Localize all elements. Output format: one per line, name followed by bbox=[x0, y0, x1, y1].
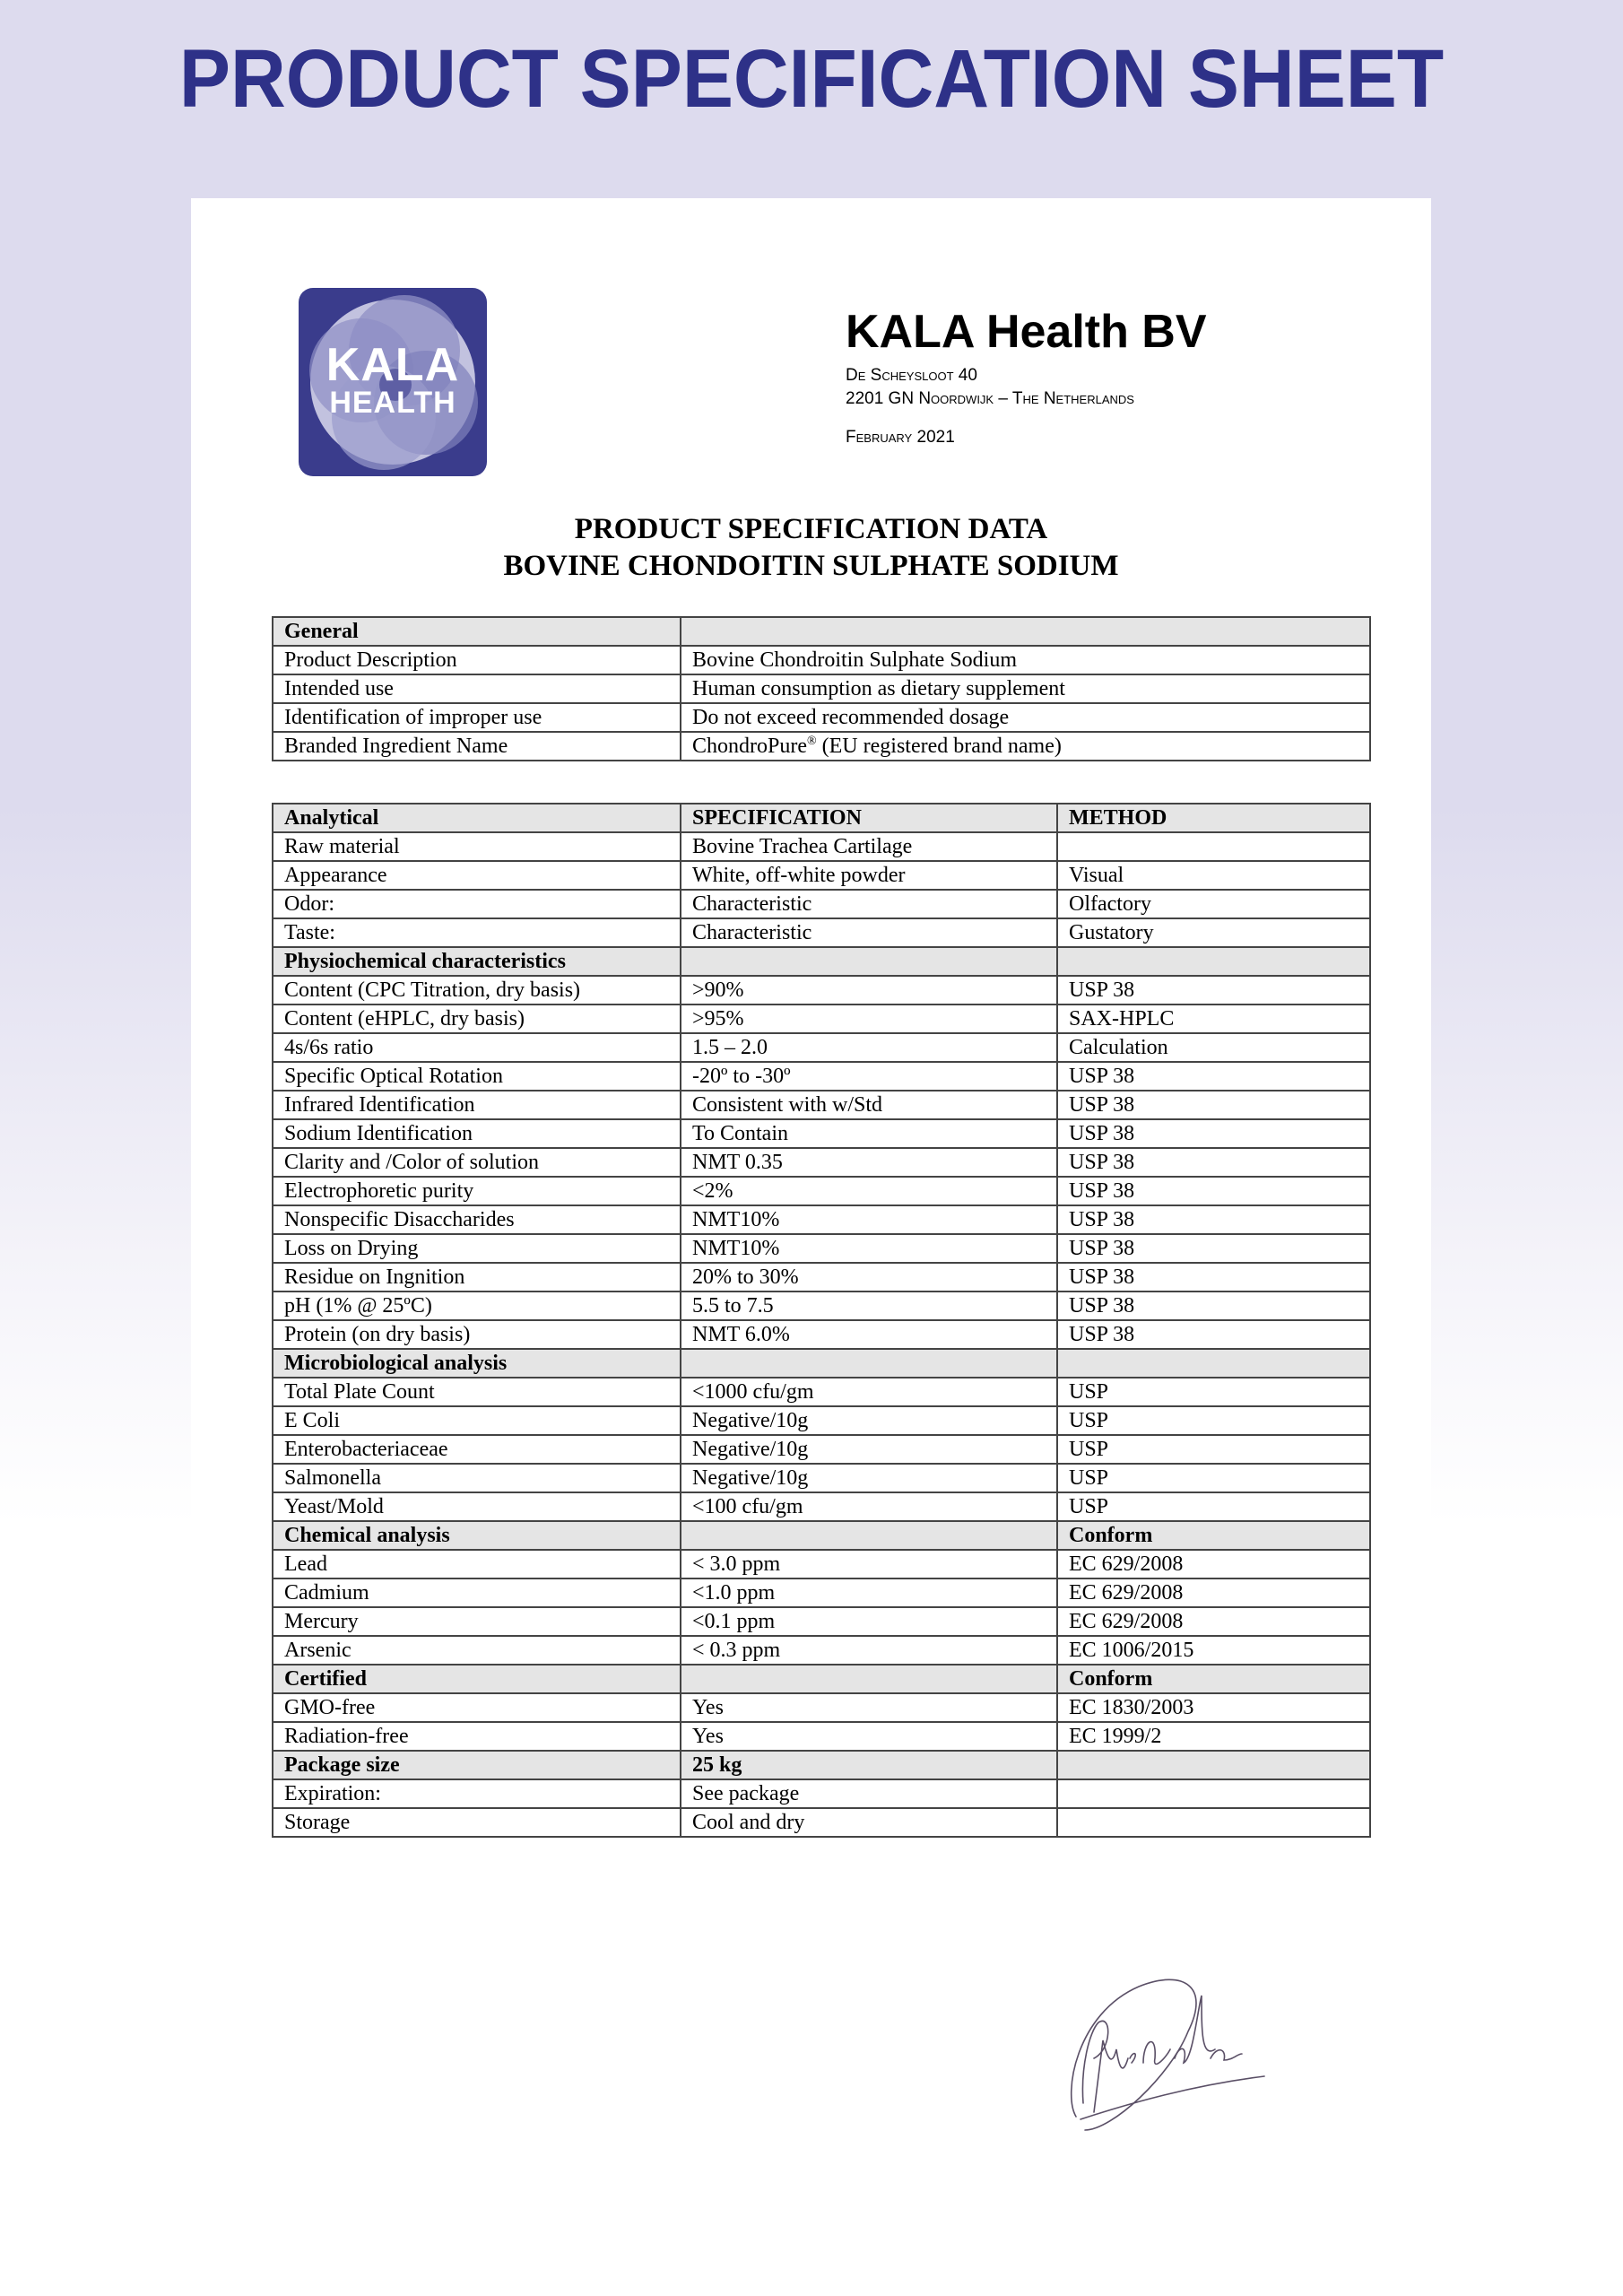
table-cell-parameter: Package size bbox=[273, 1751, 681, 1779]
table-cell-parameter: Storage bbox=[273, 1808, 681, 1837]
table-header-row bbox=[273, 617, 1370, 646]
company-address-street: De Scheysloot 40 bbox=[846, 366, 977, 385]
table-cell-method: EC 629/2008 bbox=[1057, 1550, 1370, 1578]
table-cell-parameter: Sodium Identification bbox=[273, 1119, 681, 1148]
table-row bbox=[273, 1607, 1370, 1636]
table-cell-method: USP bbox=[1057, 1492, 1370, 1521]
table-cell-method: USP 38 bbox=[1057, 1263, 1370, 1292]
table-cell-specification: NMT10% bbox=[681, 1234, 1057, 1263]
table-cell-method: USP 38 bbox=[1057, 1119, 1370, 1148]
table-cell-method: SAX-HPLC bbox=[1057, 1004, 1370, 1033]
table-cell-specification: 25 kg bbox=[681, 1751, 1057, 1779]
logo-text-kala: KALA bbox=[325, 339, 460, 391]
table-cell-specification: 5.5 to 7.5 bbox=[681, 1292, 1057, 1320]
company-address-city: 2201 GN Noordwijk – The Netherlands bbox=[846, 389, 1134, 408]
table-cell-specification: Characteristic bbox=[681, 918, 1057, 947]
table-cell-method: Conform bbox=[1057, 1521, 1370, 1550]
table-row bbox=[273, 1320, 1370, 1349]
table-cell-method: USP 38 bbox=[1057, 1091, 1370, 1119]
table-row bbox=[273, 1119, 1370, 1148]
table-row bbox=[273, 703, 1370, 732]
table-cell-method: USP 38 bbox=[1057, 1292, 1370, 1320]
table-cell-specification: Negative/10g bbox=[681, 1435, 1057, 1464]
table-cell-specification: <1.0 ppm bbox=[681, 1578, 1057, 1607]
table-cell-method bbox=[1057, 1349, 1370, 1378]
document-date: February 2021 bbox=[846, 428, 955, 447]
table-row bbox=[273, 1492, 1370, 1521]
table-cell-method: METHOD bbox=[1057, 804, 1370, 832]
table-cell-parameter: Expiration: bbox=[273, 1779, 681, 1808]
table-cell-method: USP bbox=[1057, 1435, 1370, 1464]
table-cell-parameter: Raw material bbox=[273, 832, 681, 861]
table-cell-parameter: Infrared Identification bbox=[273, 1091, 681, 1119]
table-row bbox=[273, 1808, 1370, 1837]
table-cell-method: Calculation bbox=[1057, 1033, 1370, 1062]
table-cell-specification: NMT 0.35 bbox=[681, 1148, 1057, 1177]
table-cell-method: USP 38 bbox=[1057, 1205, 1370, 1234]
table-row bbox=[273, 1062, 1370, 1091]
table-cell-value: Human consumption as dietary supplement bbox=[681, 674, 1370, 703]
table-row bbox=[273, 1148, 1370, 1177]
brand-note: (EU registered brand name) bbox=[816, 735, 1062, 758]
table-row bbox=[273, 1722, 1370, 1751]
table-row bbox=[273, 1464, 1370, 1492]
table-cell-parameter: Lead bbox=[273, 1550, 681, 1578]
table-cell-parameter: 4s/6s ratio bbox=[273, 1033, 681, 1062]
table-cell-specification: Consistent with w/Std bbox=[681, 1091, 1057, 1119]
table-cell-specification: 1.5 – 2.0 bbox=[681, 1033, 1057, 1062]
table-cell-specification: 20% to 30% bbox=[681, 1263, 1057, 1292]
logo-text-health: HEALTH bbox=[329, 386, 456, 420]
table-cell-parameter: pH (1% @ 25ºC) bbox=[273, 1292, 681, 1320]
table-row bbox=[273, 1033, 1370, 1062]
table-cell-method: Visual bbox=[1057, 861, 1370, 890]
table-cell-specification: White, off-white powder bbox=[681, 861, 1057, 890]
table-cell-specification: <2% bbox=[681, 1177, 1057, 1205]
table-row bbox=[273, 732, 1370, 761]
table-row bbox=[273, 1693, 1370, 1722]
table-row bbox=[273, 1550, 1370, 1578]
document-subtitle: BOVINE CHONDOITIN SULPHATE SODIUM bbox=[503, 550, 1119, 582]
table-cell-method: USP 38 bbox=[1057, 1177, 1370, 1205]
table-cell-label: Product Description bbox=[273, 646, 681, 674]
table-row bbox=[273, 976, 1370, 1004]
company-name: KALA Health BV bbox=[846, 306, 1207, 358]
document-title: PRODUCT SPECIFICATION DATA bbox=[574, 513, 1048, 545]
table-cell-parameter: Electrophoretic purity bbox=[273, 1177, 681, 1205]
table-cell-specification: <100 cfu/gm bbox=[681, 1492, 1057, 1521]
table-cell-specification: >90% bbox=[681, 976, 1057, 1004]
table-row bbox=[273, 1435, 1370, 1464]
table-cell-specification: Negative/10g bbox=[681, 1406, 1057, 1435]
table-cell-method bbox=[1057, 1751, 1370, 1779]
table-cell-method: USP bbox=[1057, 1406, 1370, 1435]
table-cell-parameter: Content (eHPLC, dry basis) bbox=[273, 1004, 681, 1033]
table-cell-parameter: Salmonella bbox=[273, 1464, 681, 1492]
table-cell-method: Gustatory bbox=[1057, 918, 1370, 947]
table-cell-parameter: Residue on Ingnition bbox=[273, 1263, 681, 1292]
table-row bbox=[273, 646, 1370, 674]
table-cell-parameter: Radiation-free bbox=[273, 1722, 681, 1751]
table-cell-specification: <1000 cfu/gm bbox=[681, 1378, 1057, 1406]
section-header-cell: General bbox=[273, 617, 681, 646]
section-header-row bbox=[273, 804, 1370, 832]
table-cell-specification: < 3.0 ppm bbox=[681, 1550, 1057, 1578]
table-cell-specification: Yes bbox=[681, 1722, 1057, 1751]
table-cell-method: EC 1006/2015 bbox=[1057, 1636, 1370, 1665]
table-cell-parameter: GMO-free bbox=[273, 1693, 681, 1722]
table-cell-parameter: Arsenic bbox=[273, 1636, 681, 1665]
table-cell-parameter: Content (CPC Titration, dry basis) bbox=[273, 976, 681, 1004]
table-cell-specification: <0.1 ppm bbox=[681, 1607, 1057, 1636]
table-cell-parameter: Odor: bbox=[273, 890, 681, 918]
table-cell-method: Conform bbox=[1057, 1665, 1370, 1693]
table-cell-method bbox=[1057, 832, 1370, 861]
table-cell-specification: Yes bbox=[681, 1693, 1057, 1722]
table-cell-parameter: Taste: bbox=[273, 918, 681, 947]
table-cell-parameter: Chemical analysis bbox=[273, 1521, 681, 1550]
table-row bbox=[273, 674, 1370, 703]
table-cell-parameter: Analytical bbox=[273, 804, 681, 832]
table-row bbox=[273, 1177, 1370, 1205]
section-header-row bbox=[273, 947, 1370, 976]
table-cell-label: Branded Ingredient Name bbox=[273, 732, 681, 761]
table-cell-specification bbox=[681, 1665, 1057, 1693]
table-cell-specification bbox=[681, 947, 1057, 976]
table-cell-specification: Negative/10g bbox=[681, 1464, 1057, 1492]
section-header-row bbox=[273, 1349, 1370, 1378]
table-cell-parameter: Specific Optical Rotation bbox=[273, 1062, 681, 1091]
table-row bbox=[273, 1263, 1370, 1292]
table-row bbox=[273, 1091, 1370, 1119]
table-cell-method: USP 38 bbox=[1057, 1062, 1370, 1091]
table-cell-parameter: Clarity and /Color of solution bbox=[273, 1148, 681, 1177]
table-cell-specification: Characteristic bbox=[681, 890, 1057, 918]
table-cell-method bbox=[1057, 1808, 1370, 1837]
general-table bbox=[272, 616, 1371, 761]
table-cell-method: EC 629/2008 bbox=[1057, 1607, 1370, 1636]
section-header-row bbox=[273, 1521, 1370, 1550]
table-cell-method: USP 38 bbox=[1057, 1234, 1370, 1263]
table-cell-specification: NMT10% bbox=[681, 1205, 1057, 1234]
table-cell-specification: >95% bbox=[681, 1004, 1057, 1033]
table-cell-method: USP 38 bbox=[1057, 976, 1370, 1004]
table-row bbox=[273, 1578, 1370, 1607]
table-row bbox=[273, 832, 1370, 861]
table-cell-parameter: Microbiological analysis bbox=[273, 1349, 681, 1378]
table-cell-value bbox=[681, 732, 1370, 761]
table-cell-method bbox=[1057, 947, 1370, 976]
section-header-row bbox=[273, 1665, 1370, 1693]
table-cell-parameter: Enterobacteriaceae bbox=[273, 1435, 681, 1464]
table-row bbox=[273, 1234, 1370, 1263]
table-cell-method: EC 629/2008 bbox=[1057, 1578, 1370, 1607]
table-row bbox=[273, 861, 1370, 890]
kala-health-logo bbox=[299, 288, 487, 476]
table-cell-method: EC 1830/2003 bbox=[1057, 1693, 1370, 1722]
table-cell-specification: SPECIFICATION bbox=[681, 804, 1057, 832]
table-cell-parameter: Protein (on dry basis) bbox=[273, 1320, 681, 1349]
table-cell-parameter: Yeast/Mold bbox=[273, 1492, 681, 1521]
company-block bbox=[846, 306, 1207, 448]
table-cell-specification: -20º to -30º bbox=[681, 1062, 1057, 1091]
table-cell-method: USP 38 bbox=[1057, 1148, 1370, 1177]
registered-mark: ® bbox=[807, 735, 817, 748]
table-cell-method: EC 1999/2 bbox=[1057, 1722, 1370, 1751]
table-cell-label: Identification of improper use bbox=[273, 703, 681, 732]
table-cell-value: Bovine Chondroitin Sulphate Sodium bbox=[681, 646, 1370, 674]
table-cell-specification: < 0.3 ppm bbox=[681, 1636, 1057, 1665]
table-row bbox=[273, 1378, 1370, 1406]
table-cell-specification bbox=[681, 1349, 1057, 1378]
table-cell-parameter: Cadmium bbox=[273, 1578, 681, 1607]
table-cell-parameter: Mercury bbox=[273, 1607, 681, 1636]
table-cell-method bbox=[1057, 1779, 1370, 1808]
table-cell-parameter: Nonspecific Disaccharides bbox=[273, 1205, 681, 1234]
table-row bbox=[273, 1292, 1370, 1320]
table-row bbox=[273, 890, 1370, 918]
table-cell-method: Olfactory bbox=[1057, 890, 1370, 918]
table-cell-parameter: Appearance bbox=[273, 861, 681, 890]
table-cell-parameter: Physiochemical characteristics bbox=[273, 947, 681, 976]
table-row bbox=[273, 1636, 1370, 1665]
table-cell-parameter: E Coli bbox=[273, 1406, 681, 1435]
table-cell-parameter: Total Plate Count bbox=[273, 1378, 681, 1406]
table-cell-specification: Cool and dry bbox=[681, 1808, 1057, 1837]
table-cell-value: Do not exceed recommended dosage bbox=[681, 703, 1370, 732]
table-cell-method: USP bbox=[1057, 1378, 1370, 1406]
signature bbox=[1058, 1960, 1273, 2139]
table-cell-specification bbox=[681, 1521, 1057, 1550]
table-cell-specification: NMT 6.0% bbox=[681, 1320, 1057, 1349]
table-cell-parameter: Certified bbox=[273, 1665, 681, 1693]
table-cell-specification: To Contain bbox=[681, 1119, 1057, 1148]
brand-name: ChondroPure bbox=[692, 735, 807, 758]
table-row bbox=[273, 1779, 1370, 1808]
table-cell-parameter: Loss on Drying bbox=[273, 1234, 681, 1263]
section-header-cell bbox=[681, 617, 1370, 646]
table-cell-specification: Bovine Trachea Cartilage bbox=[681, 832, 1057, 861]
section-header-row bbox=[273, 1751, 1370, 1779]
analytical-table bbox=[272, 803, 1371, 1838]
table-cell-label: Intended use bbox=[273, 674, 681, 703]
table-cell-specification: See package bbox=[681, 1779, 1057, 1808]
table-cell-method: USP bbox=[1057, 1464, 1370, 1492]
table-row bbox=[273, 1205, 1370, 1234]
banner-title: PRODUCT SPECIFICATION SHEET bbox=[178, 33, 1445, 125]
table-cell-method: USP 38 bbox=[1057, 1320, 1370, 1349]
table-row bbox=[273, 1406, 1370, 1435]
table-row bbox=[273, 1004, 1370, 1033]
table-row bbox=[273, 918, 1370, 947]
